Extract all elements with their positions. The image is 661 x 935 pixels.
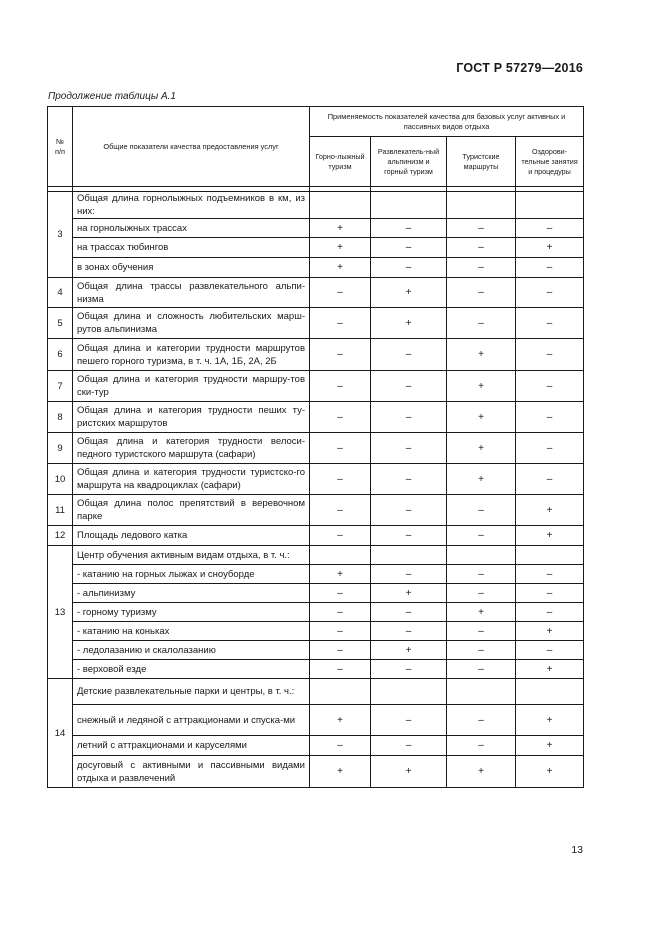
- mark-mountaineering: [371, 679, 447, 705]
- mark-ski-tourism: –: [310, 402, 371, 433]
- quality-indicators-table: [47, 106, 584, 788]
- mark-tourist-routes: +: [447, 371, 516, 402]
- mark-mountaineering: –: [371, 339, 447, 371]
- mark-ski-tourism: [310, 192, 371, 219]
- mark-ski-tourism: –: [310, 641, 371, 660]
- mark-mountaineering: –: [371, 526, 447, 546]
- mark-health-procedures: –: [516, 603, 584, 622]
- row-number: 13: [48, 546, 73, 679]
- table-row: [48, 705, 584, 736]
- mark-mountaineering: –: [371, 371, 447, 402]
- indicator-text: Центр обучения активным видам отдыха, в т. ч.:: [73, 546, 310, 565]
- indicator-text: - катанию на коньках: [73, 622, 310, 641]
- mark-health-procedures: –: [516, 464, 584, 495]
- mark-tourist-routes: –: [447, 219, 516, 238]
- table-row: [48, 641, 584, 660]
- table-row: [48, 219, 584, 238]
- mark-ski-tourism: +: [310, 705, 371, 736]
- column-header-number: № п/п: [48, 107, 73, 187]
- mark-ski-tourism: –: [310, 278, 371, 308]
- mark-health-procedures: [516, 192, 584, 219]
- table-row: [48, 278, 584, 308]
- table-caption: Продолжение таблицы А.1: [48, 91, 176, 102]
- mark-mountaineering: –: [371, 660, 447, 679]
- mark-mountaineering: +: [371, 641, 447, 660]
- indicator-text: Общая длина трассы развлекательного альпи-низма: [73, 278, 310, 308]
- mark-mountaineering: –: [371, 495, 447, 526]
- mark-mountaineering: –: [371, 603, 447, 622]
- row-number: 12: [48, 526, 73, 546]
- table-row: [48, 308, 584, 339]
- mark-ski-tourism: –: [310, 526, 371, 546]
- mark-tourist-routes: –: [447, 622, 516, 641]
- mark-health-procedures: –: [516, 371, 584, 402]
- mark-health-procedures: –: [516, 339, 584, 371]
- mark-health-procedures: +: [516, 495, 584, 526]
- mark-mountaineering: [371, 546, 447, 565]
- mark-mountaineering: +: [371, 308, 447, 339]
- row-number: 5: [48, 308, 73, 339]
- column-header-ski-tourism: Горно-лыжный туризм: [310, 137, 371, 187]
- mark-ski-tourism: [310, 679, 371, 705]
- indicator-text: на трассах тюбингов: [73, 238, 310, 258]
- row-number: 7: [48, 371, 73, 402]
- mark-mountaineering: –: [371, 565, 447, 584]
- table-row: [48, 192, 584, 219]
- indicator-text: снежный и ледяной с аттракционами и спуска-ми: [73, 705, 310, 736]
- mark-health-procedures: [516, 546, 584, 565]
- page-number: 13: [571, 844, 583, 856]
- mark-health-procedures: –: [516, 641, 584, 660]
- mark-health-procedures: +: [516, 660, 584, 679]
- mark-tourist-routes: –: [447, 584, 516, 603]
- table-row: [48, 546, 584, 565]
- indicator-text: Площадь ледового катка: [73, 526, 310, 546]
- mark-mountaineering: –: [371, 219, 447, 238]
- mark-ski-tourism: –: [310, 584, 371, 603]
- mark-health-procedures: –: [516, 584, 584, 603]
- table-row: [48, 679, 584, 705]
- row-number: 8: [48, 402, 73, 433]
- mark-tourist-routes: +: [447, 433, 516, 464]
- indicator-text: Детские развлекательные парки и центры, в т. ч.:: [73, 679, 310, 705]
- table-row: [48, 736, 584, 756]
- row-number: 3: [48, 192, 73, 278]
- mark-ski-tourism: –: [310, 433, 371, 464]
- indicator-text: в зонах обучения: [73, 258, 310, 278]
- mark-tourist-routes: +: [447, 756, 516, 788]
- mark-mountaineering: –: [371, 622, 447, 641]
- indicator-text: - ледолазанию и скалолазанию: [73, 641, 310, 660]
- table-row: [48, 565, 584, 584]
- mark-health-procedures: –: [516, 565, 584, 584]
- table-row: [48, 258, 584, 278]
- table-row: [48, 495, 584, 526]
- mark-ski-tourism: –: [310, 464, 371, 495]
- mark-tourist-routes: +: [447, 603, 516, 622]
- table-row: [48, 756, 584, 788]
- row-number: 4: [48, 278, 73, 308]
- column-header-indicator: Общие показатели качества предоставления услуг: [73, 107, 310, 187]
- mark-ski-tourism: –: [310, 371, 371, 402]
- table-row: [48, 526, 584, 546]
- mark-mountaineering: –: [371, 464, 447, 495]
- column-header-applicability: Применяемость показателей качества для базовых услуг активных и пассивных видов отдыха: [310, 107, 584, 137]
- mark-mountaineering: –: [371, 402, 447, 433]
- mark-tourist-routes: –: [447, 278, 516, 308]
- mark-health-procedures: +: [516, 705, 584, 736]
- table-row: [48, 433, 584, 464]
- row-number: 9: [48, 433, 73, 464]
- row-number: 10: [48, 464, 73, 495]
- table-row: [48, 603, 584, 622]
- mark-ski-tourism: +: [310, 756, 371, 788]
- mark-ski-tourism: +: [310, 565, 371, 584]
- mark-ski-tourism: –: [310, 660, 371, 679]
- mark-health-procedures: +: [516, 756, 584, 788]
- table-row: [48, 371, 584, 402]
- mark-ski-tourism: –: [310, 603, 371, 622]
- column-header-tourist-routes: Туристские маршруты: [447, 137, 516, 187]
- indicator-text: - верховой езде: [73, 660, 310, 679]
- mark-tourist-routes: +: [447, 464, 516, 495]
- mark-ski-tourism: –: [310, 736, 371, 756]
- table-row: [48, 339, 584, 371]
- mark-mountaineering: –: [371, 705, 447, 736]
- mark-mountaineering: [371, 192, 447, 219]
- mark-ski-tourism: –: [310, 622, 371, 641]
- column-header-mountaineering: Развлекатель-ный альпинизм и горный туризм: [371, 137, 447, 187]
- mark-mountaineering: –: [371, 238, 447, 258]
- mark-tourist-routes: –: [447, 238, 516, 258]
- indicator-text: на горнолыжных трассах: [73, 219, 310, 238]
- table-header: [48, 107, 584, 187]
- mark-health-procedures: [516, 679, 584, 705]
- table-row: [48, 238, 584, 258]
- table-row: [48, 660, 584, 679]
- mark-health-procedures: –: [516, 308, 584, 339]
- mark-health-procedures: –: [516, 219, 584, 238]
- mark-tourist-routes: –: [447, 495, 516, 526]
- mark-tourist-routes: +: [447, 339, 516, 371]
- mark-tourist-routes: –: [447, 705, 516, 736]
- mark-health-procedures: –: [516, 402, 584, 433]
- indicator-text: Общая длина и сложность любительских марш-рутов альпинизма: [73, 308, 310, 339]
- indicator-text: Общая длина и категория трудности велоси-педного туристского маршрута (сафари): [73, 433, 310, 464]
- indicator-text: Общая длина горнолыжных подъемников в км, из них:: [73, 192, 310, 219]
- mark-tourist-routes: [447, 546, 516, 565]
- mark-tourist-routes: –: [447, 736, 516, 756]
- table-row: [48, 584, 584, 603]
- mark-ski-tourism: [310, 546, 371, 565]
- mark-tourist-routes: [447, 192, 516, 219]
- document-code: ГОСТ Р 57279—2016: [456, 61, 583, 75]
- mark-ski-tourism: –: [310, 495, 371, 526]
- mark-tourist-routes: –: [447, 660, 516, 679]
- table-row: [48, 402, 584, 433]
- indicator-text: Общая длина полос препятствий в веревочном парке: [73, 495, 310, 526]
- indicator-text: летний с аттракционами и каруселями: [73, 736, 310, 756]
- mark-mountaineering: +: [371, 584, 447, 603]
- indicator-text: досуговый с активными и пассивными видами отдыха и развлечений: [73, 756, 310, 788]
- mark-ski-tourism: +: [310, 238, 371, 258]
- mark-health-procedures: –: [516, 433, 584, 464]
- mark-ski-tourism: +: [310, 258, 371, 278]
- table-body: [48, 187, 584, 788]
- mark-tourist-routes: –: [447, 526, 516, 546]
- mark-tourist-routes: [447, 679, 516, 705]
- mark-tourist-routes: –: [447, 308, 516, 339]
- row-number: 14: [48, 679, 73, 788]
- row-number: 6: [48, 339, 73, 371]
- indicator-text: Общая длина и категории трудности маршрутов пешего горного туризма, в т. ч. 1А, 1Б, 2А, 2Б: [73, 339, 310, 371]
- mark-mountaineering: +: [371, 756, 447, 788]
- indicator-text: Общая длина и категория трудности пеших ту-ристских маршрутов: [73, 402, 310, 433]
- mark-mountaineering: –: [371, 258, 447, 278]
- mark-tourist-routes: –: [447, 565, 516, 584]
- mark-tourist-routes: +: [447, 402, 516, 433]
- indicator-text: - горному туризму: [73, 603, 310, 622]
- column-header-health-procedures: Оздорови-тельные занятия и процедуры: [516, 137, 584, 187]
- mark-ski-tourism: –: [310, 339, 371, 371]
- mark-ski-tourism: +: [310, 219, 371, 238]
- mark-health-procedures: +: [516, 526, 584, 546]
- mark-health-procedures: +: [516, 238, 584, 258]
- row-number: 11: [48, 495, 73, 526]
- mark-tourist-routes: –: [447, 641, 516, 660]
- table-row: [48, 622, 584, 641]
- mark-ski-tourism: –: [310, 308, 371, 339]
- indicator-text: - катанию на горных лыжах и сноуборде: [73, 565, 310, 584]
- mark-mountaineering: +: [371, 278, 447, 308]
- mark-mountaineering: –: [371, 736, 447, 756]
- mark-health-procedures: +: [516, 736, 584, 756]
- indicator-text: - альпинизму: [73, 584, 310, 603]
- mark-health-procedures: +: [516, 622, 584, 641]
- indicator-text: Общая длина и категория трудности туристско-го маршрута на квадроциклах (сафари): [73, 464, 310, 495]
- mark-mountaineering: –: [371, 433, 447, 464]
- mark-health-procedures: –: [516, 278, 584, 308]
- table-row: [48, 464, 584, 495]
- indicator-text: Общая длина и категория трудности маршру-тов ски-тур: [73, 371, 310, 402]
- mark-tourist-routes: –: [447, 258, 516, 278]
- mark-health-procedures: –: [516, 258, 584, 278]
